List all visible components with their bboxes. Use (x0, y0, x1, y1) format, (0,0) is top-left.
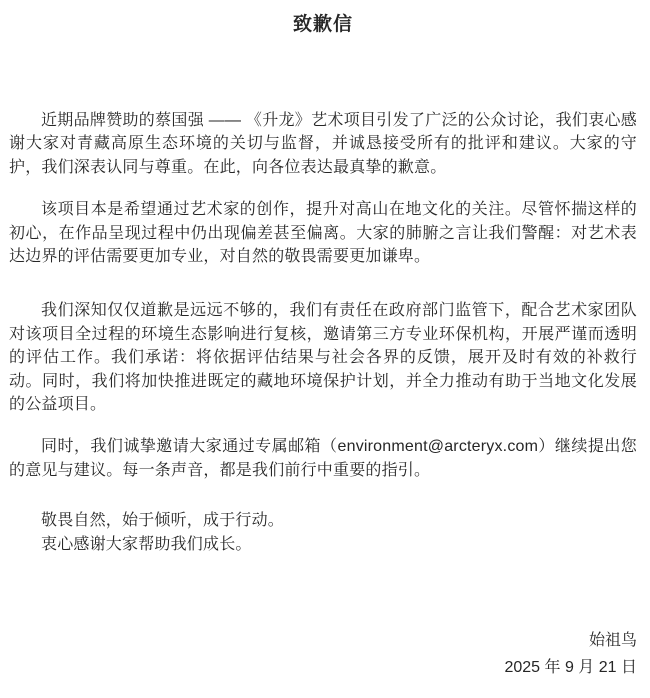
letter-title: 致歉信 (292, 14, 353, 35)
closing-line-1: 敬畏自然，始于倾听，成于行动。 (41, 512, 285, 530)
letter-paragraph-3: 我们深知仅仅道歉是远远不够的，我们有责任在政府部门监管下，配合艺术家团队对该项目全过程的环境生态影响进行复核，邀请第三方专业环保机构，开展严谨而透明的评估工作。我们承诺：将依据评估结果与社会各界的反馈，展开及时有效的补救行动。同时，我们将加快推进既定的藏地环境保护计划，并全力推动有助于当地文化发展的公益项目。 (9, 302, 637, 414)
signature-block (9, 629, 637, 679)
letter-paragraph-1: 近期品牌赞助的蔡国强 —— 《升龙》艺术项目引发了广泛的公众讨论，我们衷心感谢大家对青藏高原生态环境的关切与监督，并诚恳接受所有的批评和建议。大家的守护，我们深表认同与尊重。在此，向各位表达最真挚的歉意。 (9, 112, 637, 176)
signature-name: 始祖鸟 (588, 632, 637, 650)
letter-paragraph-2: 该项目本是希望通过艺术家的创作，提升对高山在地文化的关注。尽管怀揣这样的初心，在作品呈现过程中仍出现偏差甚至偏离。大家的肺腑之言让我们警醒：对艺术表达边界的评估需要更加专业，对自然的敬畏需要更加谦卑。 (9, 201, 637, 266)
signature-date: 2025 年 9 月 21 日 (504, 658, 637, 676)
closing-line-2: 衷心感谢大家帮助我们成长。 (41, 535, 252, 553)
letter-paragraph-4-email: 同时，我们诚挚邀请大家通过专属邮箱（environment@arcteryx.com）继续提出您的意见与建议。每一条声音，都是我们前行中重要的指引。 (9, 438, 637, 479)
